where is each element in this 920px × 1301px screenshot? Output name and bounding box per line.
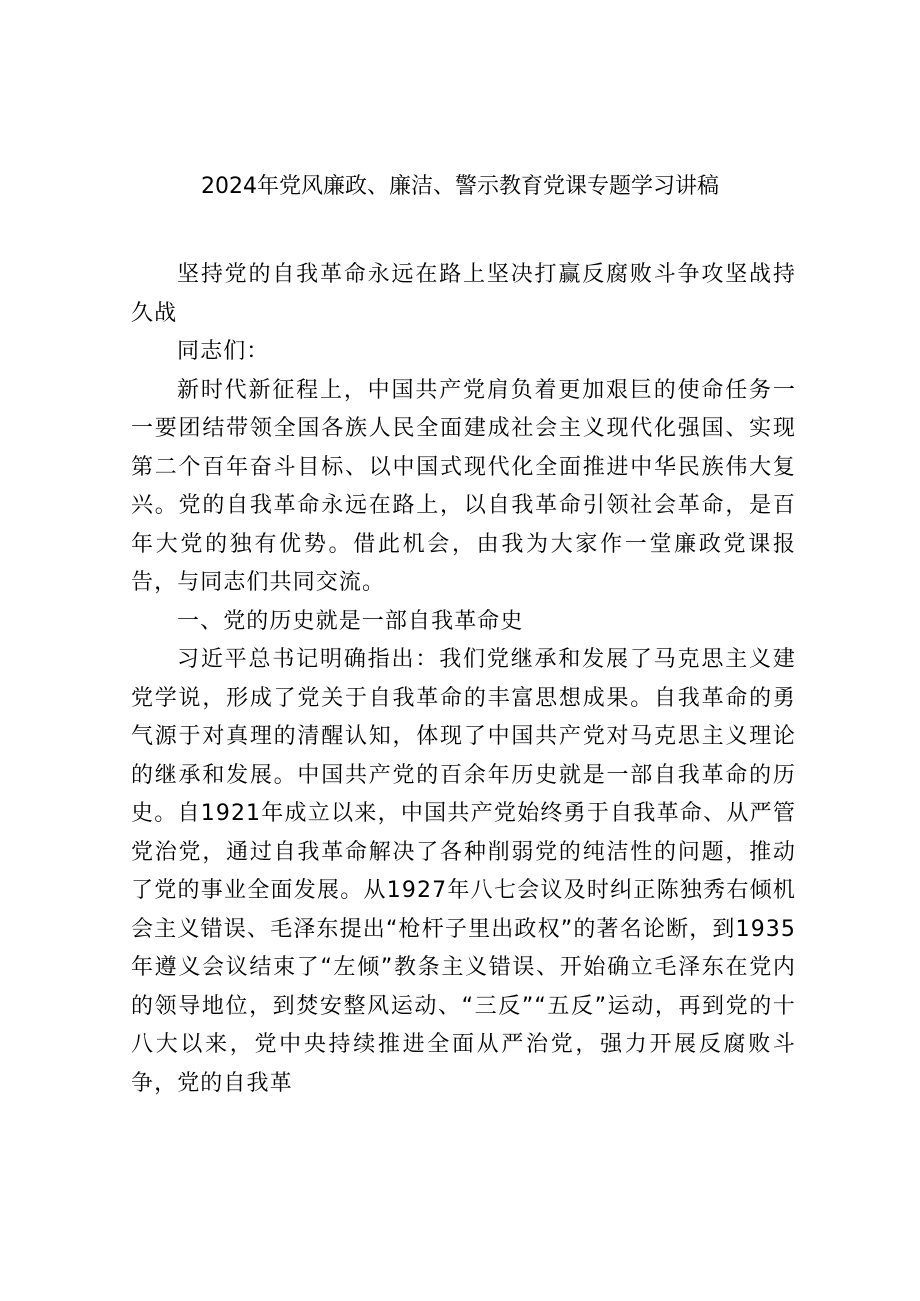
document-title: 2024年党风廉政、廉洁、警示教育党课专题学习讲稿: [201, 174, 719, 199]
paragraph-intro: 新时代新征程上，中国共产党肩负着更加艰巨的使命任务一一要团结带领全国各族人民全面建成社会主义现代化强国、实现第二个百年奋斗目标、以中国式现代化全面推进中华民族伟大复兴。党的自我革命永远在路上，以自我革命引领社会革命，是百年大党的独有优势。借此机会，由我为大家作一堂廉政党课报告，与同志们共同交流。: [131, 377, 796, 595]
document-body: [131, 256, 796, 1103]
section-heading: 一、党的历史就是一部自我革命史: [177, 608, 524, 634]
document-subtitle: 坚持党的自我革命永远在路上坚决打赢反腐败斗争攻坚战持久战: [131, 262, 796, 326]
paragraph-history: 习近平总书记明确指出：我们党继承和发展了马克思主义建党学说，形成了党关于自我革命的丰富思想成果。自我革命的勇气源于对真理的清醒认知，体现了中国共产党对马克思主义理论的继承和发展。中国共产党的百余年历史就是一部自我革命的历史。自1921年成立以来，中国共产党始终勇于自我革命、从严管党治党，通过自我革命解决了各种削弱党的纯洁性的问题，推动了党的事业全面发展。从1927年八七会议及时纠正陈独秀右倾机会主义错误、毛泽东提出“枪杆子里出政权”的著名论断，到1935年遵义会议结束了“左倾”教条主义错误、开始确立毛泽东在党内的领导地位，到焚安整风运动、“三反”“五反”运动，再到党的十八大以来，党中央持续推进全面从严治党，强力开展反腐败斗争，党的自我革: [131, 647, 796, 1096]
salutation: 同志们：: [177, 339, 270, 364]
